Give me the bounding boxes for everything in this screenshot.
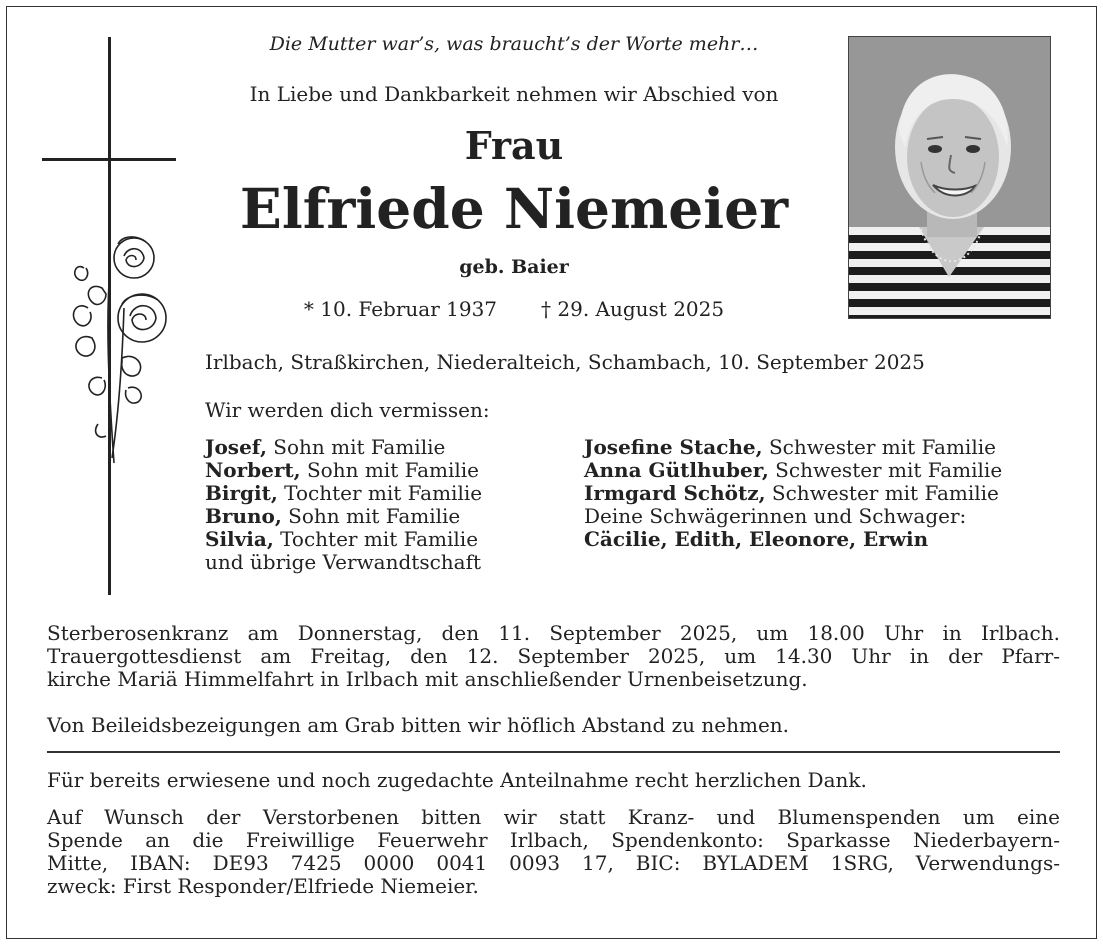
mourner-row: Birgit, Tochter mit Familie — [205, 481, 483, 505]
mourner-row: und übrige Verwandtschaft — [205, 550, 482, 574]
mourners-intro: Wir werden dich vermissen: — [205, 398, 490, 422]
roses-illustration — [62, 228, 172, 468]
mourner-row: Silvia, Tochter mit Familie — [205, 527, 479, 551]
rosary-line: Sterberosenkranz am Donnerstag, den 11. September 2025, um 18.00 Uhr in Irlbach. — [47, 621, 1060, 645]
mourner-row: Cäcilie, Edith, Eleonore, Erwin — [584, 527, 929, 551]
condolences-note: Von Beileidsbezeigungen am Grab bitten wir höflich Abstand zu nehmen. — [47, 713, 790, 737]
motto: Die Mutter war’s, was braucht’s der Worte mehr… — [269, 33, 759, 55]
mourner-row: Bruno, Sohn mit Familie — [205, 504, 461, 528]
services-block — [47, 622, 1060, 691]
birth-name: geb. Baier — [459, 256, 569, 278]
mourner-row: Josefine Stache, Schwester mit Familie — [584, 435, 996, 459]
divider-line — [47, 751, 1060, 753]
portrait-image — [849, 37, 1051, 319]
mourners-left-column — [205, 436, 482, 574]
mass-line: Trauergottesdienst am Freitag, den 12. September 2025, um 14.30 Uhr in der Pfarr- — [47, 644, 1060, 668]
mourner-row: Anna Gütlhuber, Schwester mit Familie — [584, 458, 1003, 482]
thanks-line: Für bereits erwiesene und noch zugedachte Anteilnahme recht herzlichen Dank. — [47, 768, 867, 792]
donation-block — [47, 806, 1060, 898]
death-date: † 29. August 2025 — [541, 297, 725, 321]
donation-line: Mitte, IBAN: DE93 7425 0000 0041 0093 17, BIC: BYLADEM 1SRG, Verwendungs- — [47, 851, 1060, 875]
mourner-row: Irmgard Schötz, Schwester mit Familie — [584, 481, 999, 505]
portrait-photo — [848, 36, 1051, 319]
mourner-row: Josef, Sohn mit Familie — [205, 435, 446, 459]
intro-line: In Liebe und Dankbarkeit nehmen wir Abschied von — [249, 82, 779, 106]
cross-horizontal-bar — [42, 158, 176, 161]
mourner-row: Norbert, Sohn mit Familie — [205, 458, 480, 482]
donation-line: Spende an die Freiwillige Feuerwehr Irlbach, Spendenkonto: Sparkasse Niederbayern- — [47, 828, 1060, 852]
title-frau: Frau — [464, 123, 564, 168]
place-date: Irlbach, Straßkirchen, Niederalteich, Schambach, 10. September 2025 — [205, 350, 925, 374]
donation-line: zweck: First Responder/Elfriede Niemeier. — [47, 874, 479, 898]
donation-line: Auf Wunsch der Verstorbenen bitten wir statt Kranz- und Blumenspenden um eine — [47, 805, 1060, 829]
deceased-name: Elfriede Niemeier — [239, 176, 789, 241]
mourner-row: Deine Schwägerinnen und Schwager: — [584, 504, 967, 528]
mass-line-continued: kirche Mariä Himmelfahrt in Irlbach mit anschließender Urnenbeisetzung. — [47, 667, 808, 691]
birth-date: * 10. Februar 1937 — [303, 297, 498, 321]
mourners-right-column — [584, 436, 1002, 551]
life-dates — [205, 298, 823, 321]
